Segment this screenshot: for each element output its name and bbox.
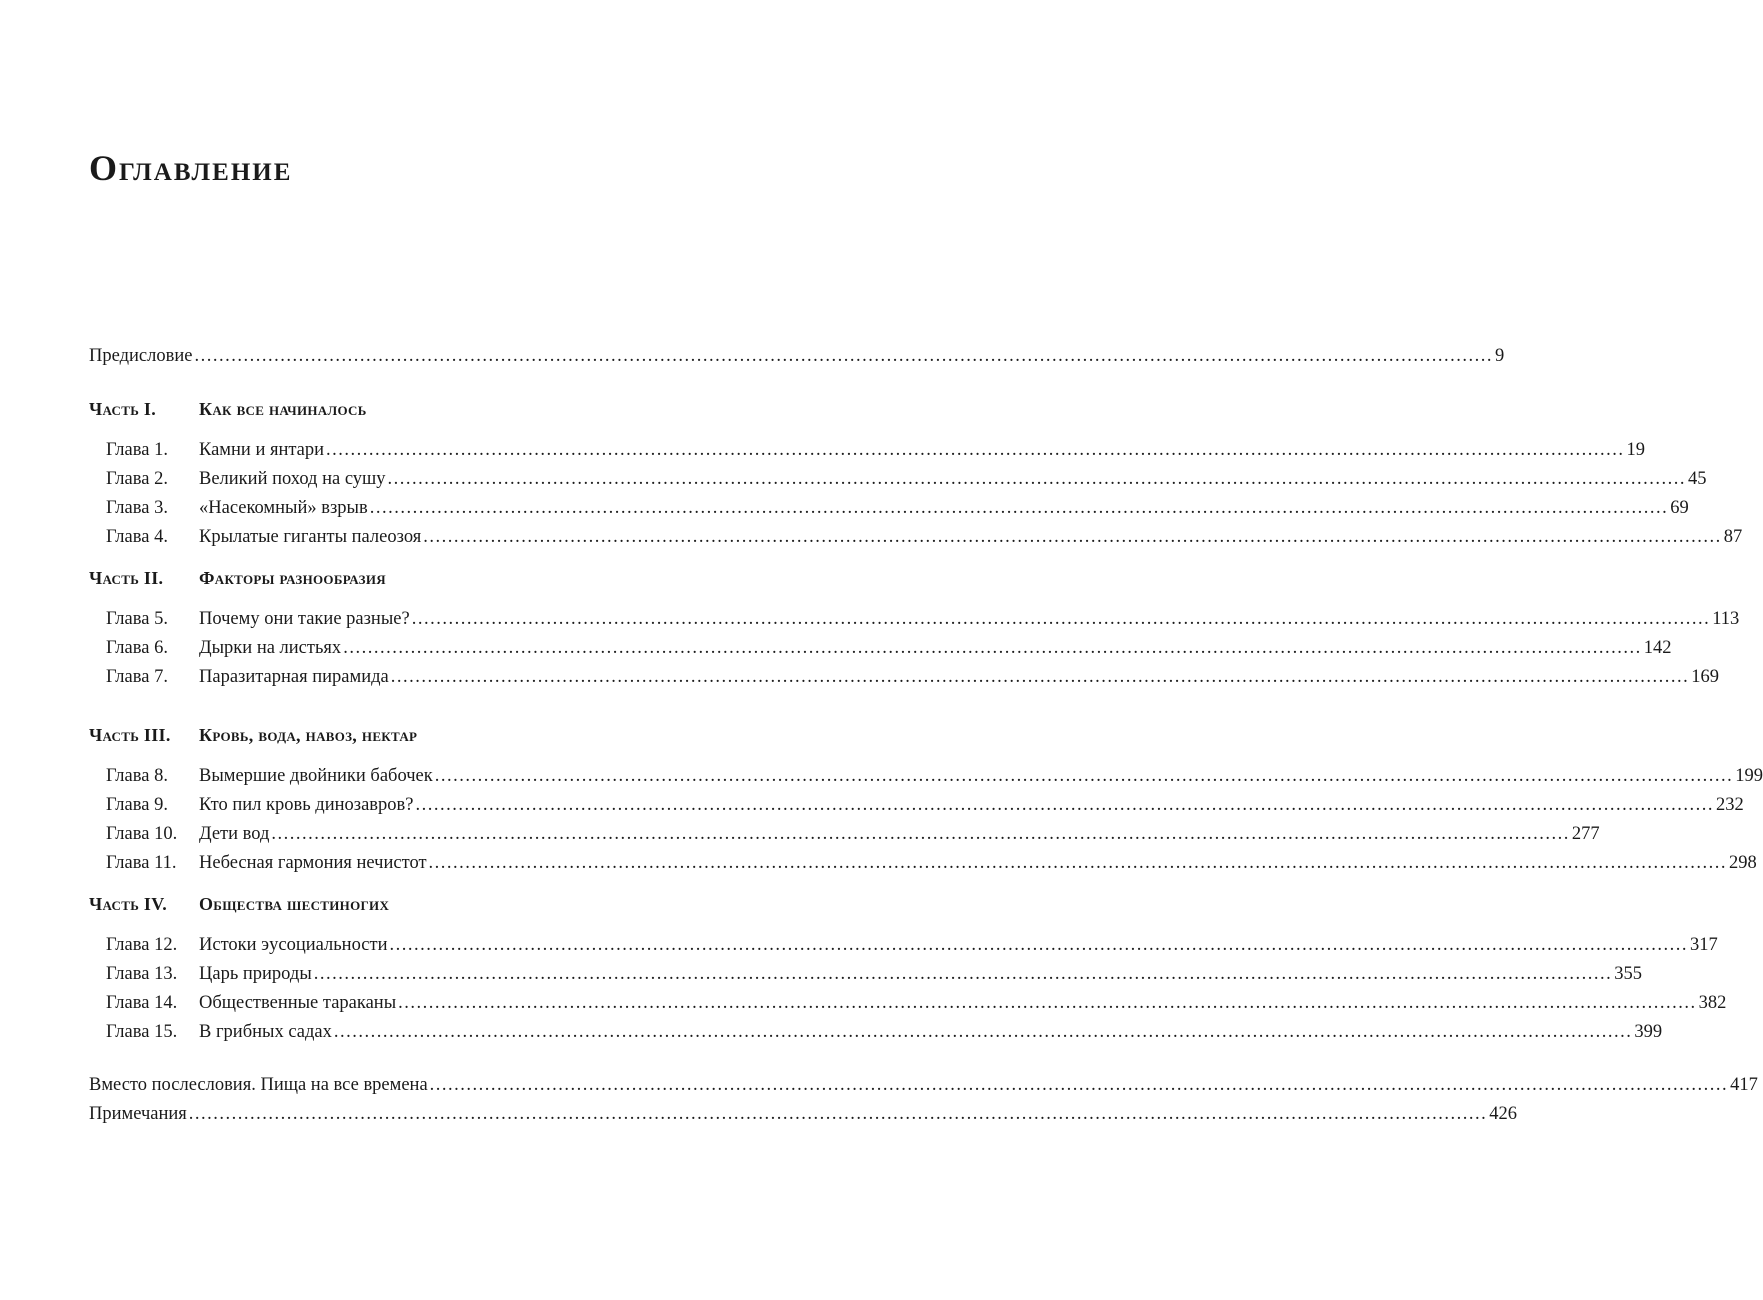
entry-page: 417	[1730, 1075, 1758, 1095]
chapter-label: Глава 1.	[106, 440, 168, 460]
chapter-label: Глава 8.	[106, 766, 168, 786]
dot-leader	[194, 342, 1493, 371]
part-title: Кровь, вода, навоз, нектар	[199, 725, 418, 745]
dot-leader	[429, 849, 1728, 878]
toc-entry-chapter-1[interactable]	[89, 436, 1646, 465]
entry-title: Вместо послесловия. Пища на все времена	[89, 1075, 428, 1095]
entry-title: Примечания	[89, 1104, 187, 1124]
chapter-page: 169	[1691, 667, 1720, 687]
toc-entry-chapter-9[interactable]	[89, 791, 1744, 820]
entry-page: 426	[1489, 1104, 1518, 1124]
toc-entry-chapter-14[interactable]	[89, 989, 1727, 1018]
dot-leader	[271, 820, 1570, 849]
chapter-label: Глава 12.	[106, 935, 178, 955]
part-title: Факторы разнообразия	[199, 568, 386, 588]
toc-entry-chapter-15[interactable]	[89, 1018, 1663, 1047]
chapter-title: Вымершие двойники бабочек	[199, 766, 433, 786]
chapter-label: Глава 15.	[106, 1022, 178, 1042]
dot-leader	[189, 1100, 1488, 1129]
part-label: Часть IV.	[89, 894, 167, 914]
toc-entry-chapter-4[interactable]	[89, 523, 1743, 552]
chapter-title: Паразитарная пирамида	[199, 667, 389, 687]
toc-entry-chapter-12[interactable]	[89, 931, 1718, 960]
toc-entry-chapter-7[interactable]	[89, 663, 1720, 692]
toc-entry-chapter-6[interactable]	[89, 634, 1672, 663]
page-title: Оглавление	[89, 148, 293, 188]
toc-entry-preface[interactable]	[89, 342, 1505, 371]
chapter-page: 317	[1689, 935, 1718, 955]
table-of-contents	[89, 342, 1763, 1129]
chapter-page: 355	[1614, 964, 1642, 984]
chapter-page: 113	[1712, 609, 1740, 629]
chapter-title: Крылатые гиганты палеозоя	[199, 527, 422, 547]
chapter-page: 277	[1571, 824, 1600, 844]
chapter-title: Общественные тараканы	[199, 993, 397, 1013]
part-label: Часть I.	[89, 399, 157, 419]
dot-leader	[334, 1018, 1633, 1047]
chapter-title: В грибных садах	[199, 1022, 332, 1042]
chapter-page: 382	[1698, 993, 1727, 1013]
chapter-page: 199	[1735, 766, 1763, 786]
toc-entry-chapter-5[interactable]	[89, 605, 1740, 634]
dot-leader	[389, 931, 1688, 960]
dot-leader	[415, 791, 1714, 820]
dot-leader	[423, 523, 1722, 552]
part-heading-4[interactable]	[89, 890, 709, 919]
part-label: Часть III.	[89, 725, 171, 745]
chapter-label: Глава 5.	[106, 609, 168, 629]
dot-leader	[326, 436, 1625, 465]
part-heading-2[interactable]	[89, 564, 709, 593]
dot-leader	[391, 663, 1690, 692]
chapter-label: Глава 11.	[106, 853, 177, 873]
chapter-title: Царь природы	[199, 964, 312, 984]
chapter-label: Глава 13.	[106, 964, 178, 984]
chapter-title: Почему они такие разные?	[199, 609, 410, 629]
chapter-page: 142	[1643, 638, 1672, 658]
chapter-page: 45	[1688, 469, 1707, 489]
dot-leader	[388, 465, 1687, 494]
chapter-label: Глава 10.	[106, 824, 178, 844]
toc-entry-notes[interactable]	[89, 1100, 1518, 1129]
dot-leader	[412, 605, 1711, 634]
entry-page: 9	[1494, 346, 1505, 366]
entry-title: Предисловие	[89, 346, 193, 366]
chapter-label: Глава 14.	[106, 993, 178, 1013]
dot-leader	[314, 960, 1613, 989]
chapter-label: Глава 9.	[106, 795, 168, 815]
chapter-label: Глава 4.	[106, 527, 168, 547]
chapter-page: 19	[1626, 440, 1646, 460]
chapter-label: Глава 2.	[106, 469, 168, 489]
chapter-title: Кто пил кровь динозавров?	[199, 795, 414, 815]
toc-entry-chapter-3[interactable]	[89, 494, 1689, 523]
part-title: Общества шестиногих	[199, 894, 390, 914]
chapter-title: Небесная гармония нечистот	[199, 853, 427, 873]
toc-entry-chapter-8[interactable]	[89, 762, 1763, 791]
chapter-page: 69	[1670, 498, 1689, 518]
chapter-page: 232	[1715, 795, 1744, 815]
part-label: Часть II.	[89, 568, 164, 588]
chapter-title: «Насекомный» взрыв	[199, 498, 368, 518]
chapter-label: Глава 6.	[106, 638, 168, 658]
dot-leader	[370, 494, 1669, 523]
part-heading-3[interactable]	[89, 721, 709, 750]
chapter-page: 399	[1634, 1022, 1663, 1042]
part-title: Как все начиналось	[199, 399, 367, 419]
toc-entry-chapter-2[interactable]	[89, 465, 1707, 494]
dot-leader	[430, 1071, 1729, 1100]
dot-leader	[343, 634, 1642, 663]
part-heading-1[interactable]	[89, 395, 709, 424]
chapter-title: Дырки на листьях	[199, 638, 342, 658]
chapter-page: 87	[1723, 527, 1743, 547]
chapter-title: Истоки эусоциальности	[199, 935, 388, 955]
dot-leader	[398, 989, 1697, 1018]
toc-entry-chapter-11[interactable]	[89, 849, 1757, 878]
toc-entry-afterword[interactable]	[89, 1071, 1758, 1100]
dot-leader	[435, 762, 1734, 791]
chapter-label: Глава 7.	[106, 667, 168, 687]
toc-entry-chapter-10[interactable]	[89, 820, 1600, 849]
chapter-label: Глава 3.	[106, 498, 168, 518]
toc-entry-chapter-13[interactable]	[89, 960, 1642, 989]
chapter-title: Камни и янтари	[199, 440, 325, 460]
chapter-title: Дети вод	[199, 824, 270, 844]
chapter-title: Великий поход на сушу	[199, 469, 386, 489]
chapter-page: 298	[1729, 853, 1757, 873]
